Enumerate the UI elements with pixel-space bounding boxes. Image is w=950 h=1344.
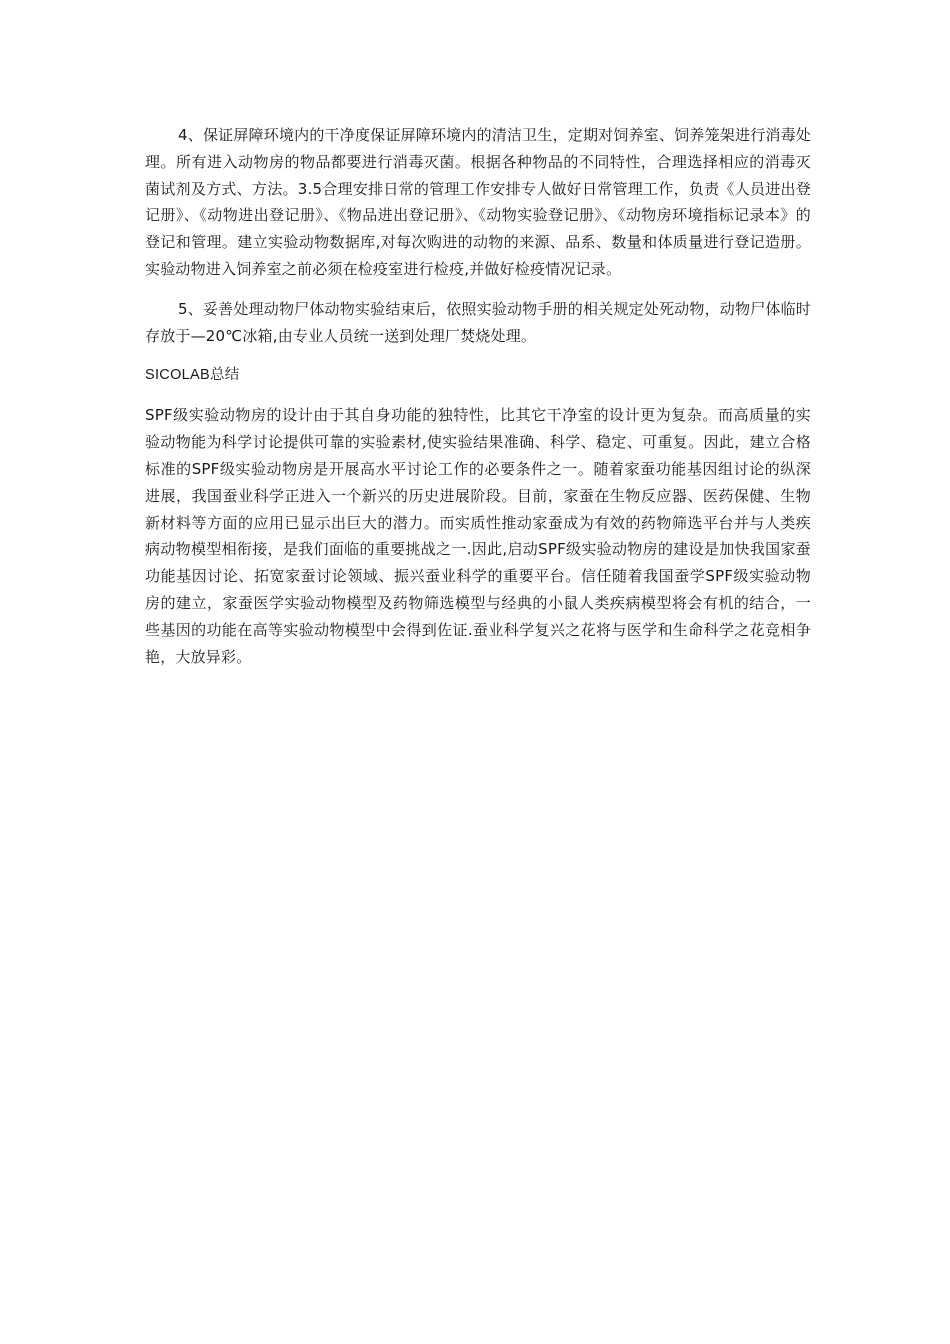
paragraph-barrier-cleanliness: 4、保证屏障环境内的干净度保证屏障环境内的清洁卫生，定期对饲养室、饲养笼架进行消毒处理。所有进入动物房的物品都要进行消毒灭菌。根据各种物品的不同特性，合理选择相应的消毒灭菌试剂及方式、方法。3.5合理安排日常的管理工作安排专人做好日常管理工作，负责《人员进出登记册》、《动物进出登记册》、《物品进出登记册》、《动物实验登记册》、《动物房环境指标记录本》的登记和管理。建立实验动物数据库,对每次购进的动物的来源、品系、数量和体质量进行登记造册。实验动物进入饲养室之前必须在检疫室进行检疫,并做好检疫情况记录。	[145, 126, 811, 278]
paragraph-carcass-handling: 5、妥善处理动物尸体动物实验结束后，依照实验动物手册的相关规定处死动物，动物尸体临时存放于—20℃冰箱,由专业人员统一送到处理厂焚烧处理。	[145, 299, 811, 345]
document-body	[145, 122, 811, 683]
summary-paragraph: SPF级实验动物房的设计由于其自身功能的独特性，比其它干净室的设计更为复杂。而高质量的实验动物能为科学讨论提供可靠的实验素材,使实验结果准确、科学、稳定、可重复。因此，建立合格标准的SPF级实验动物房是开展高水平讨论工作的必要条件之一。随着家蚕功能基因组讨论的纵深进展，我国蚕业科学正进入一个新兴的历史进展阶段。目前，家蚕在生物反应器、医药保健、生物新材料等方面的应用已显示出巨大的潜力。而实质性推动家蚕成为有效的药物筛选平台并与人类疾病动物模型相衔接，是我们面临的重要挑战之一.因此,启动SPF级实验动物房的建设是加快我国家蚕功能基因讨论、拓宽家蚕讨论领域、振兴蚕业科学的重要平台。信任随着我国蚕学SPF级实验动物房的建立，家蚕医学实验动物模型及药物筛选模型与经典的小鼠人类疾病模型将会有机的结合，一些基因的功能在高等实验动物模型中会得到佐证.蚕业科学复兴之花将与医学和生命科学之花竞相争艳，大放异彩。	[145, 406, 811, 666]
summary-heading: SICOLAB总结	[145, 367, 240, 384]
